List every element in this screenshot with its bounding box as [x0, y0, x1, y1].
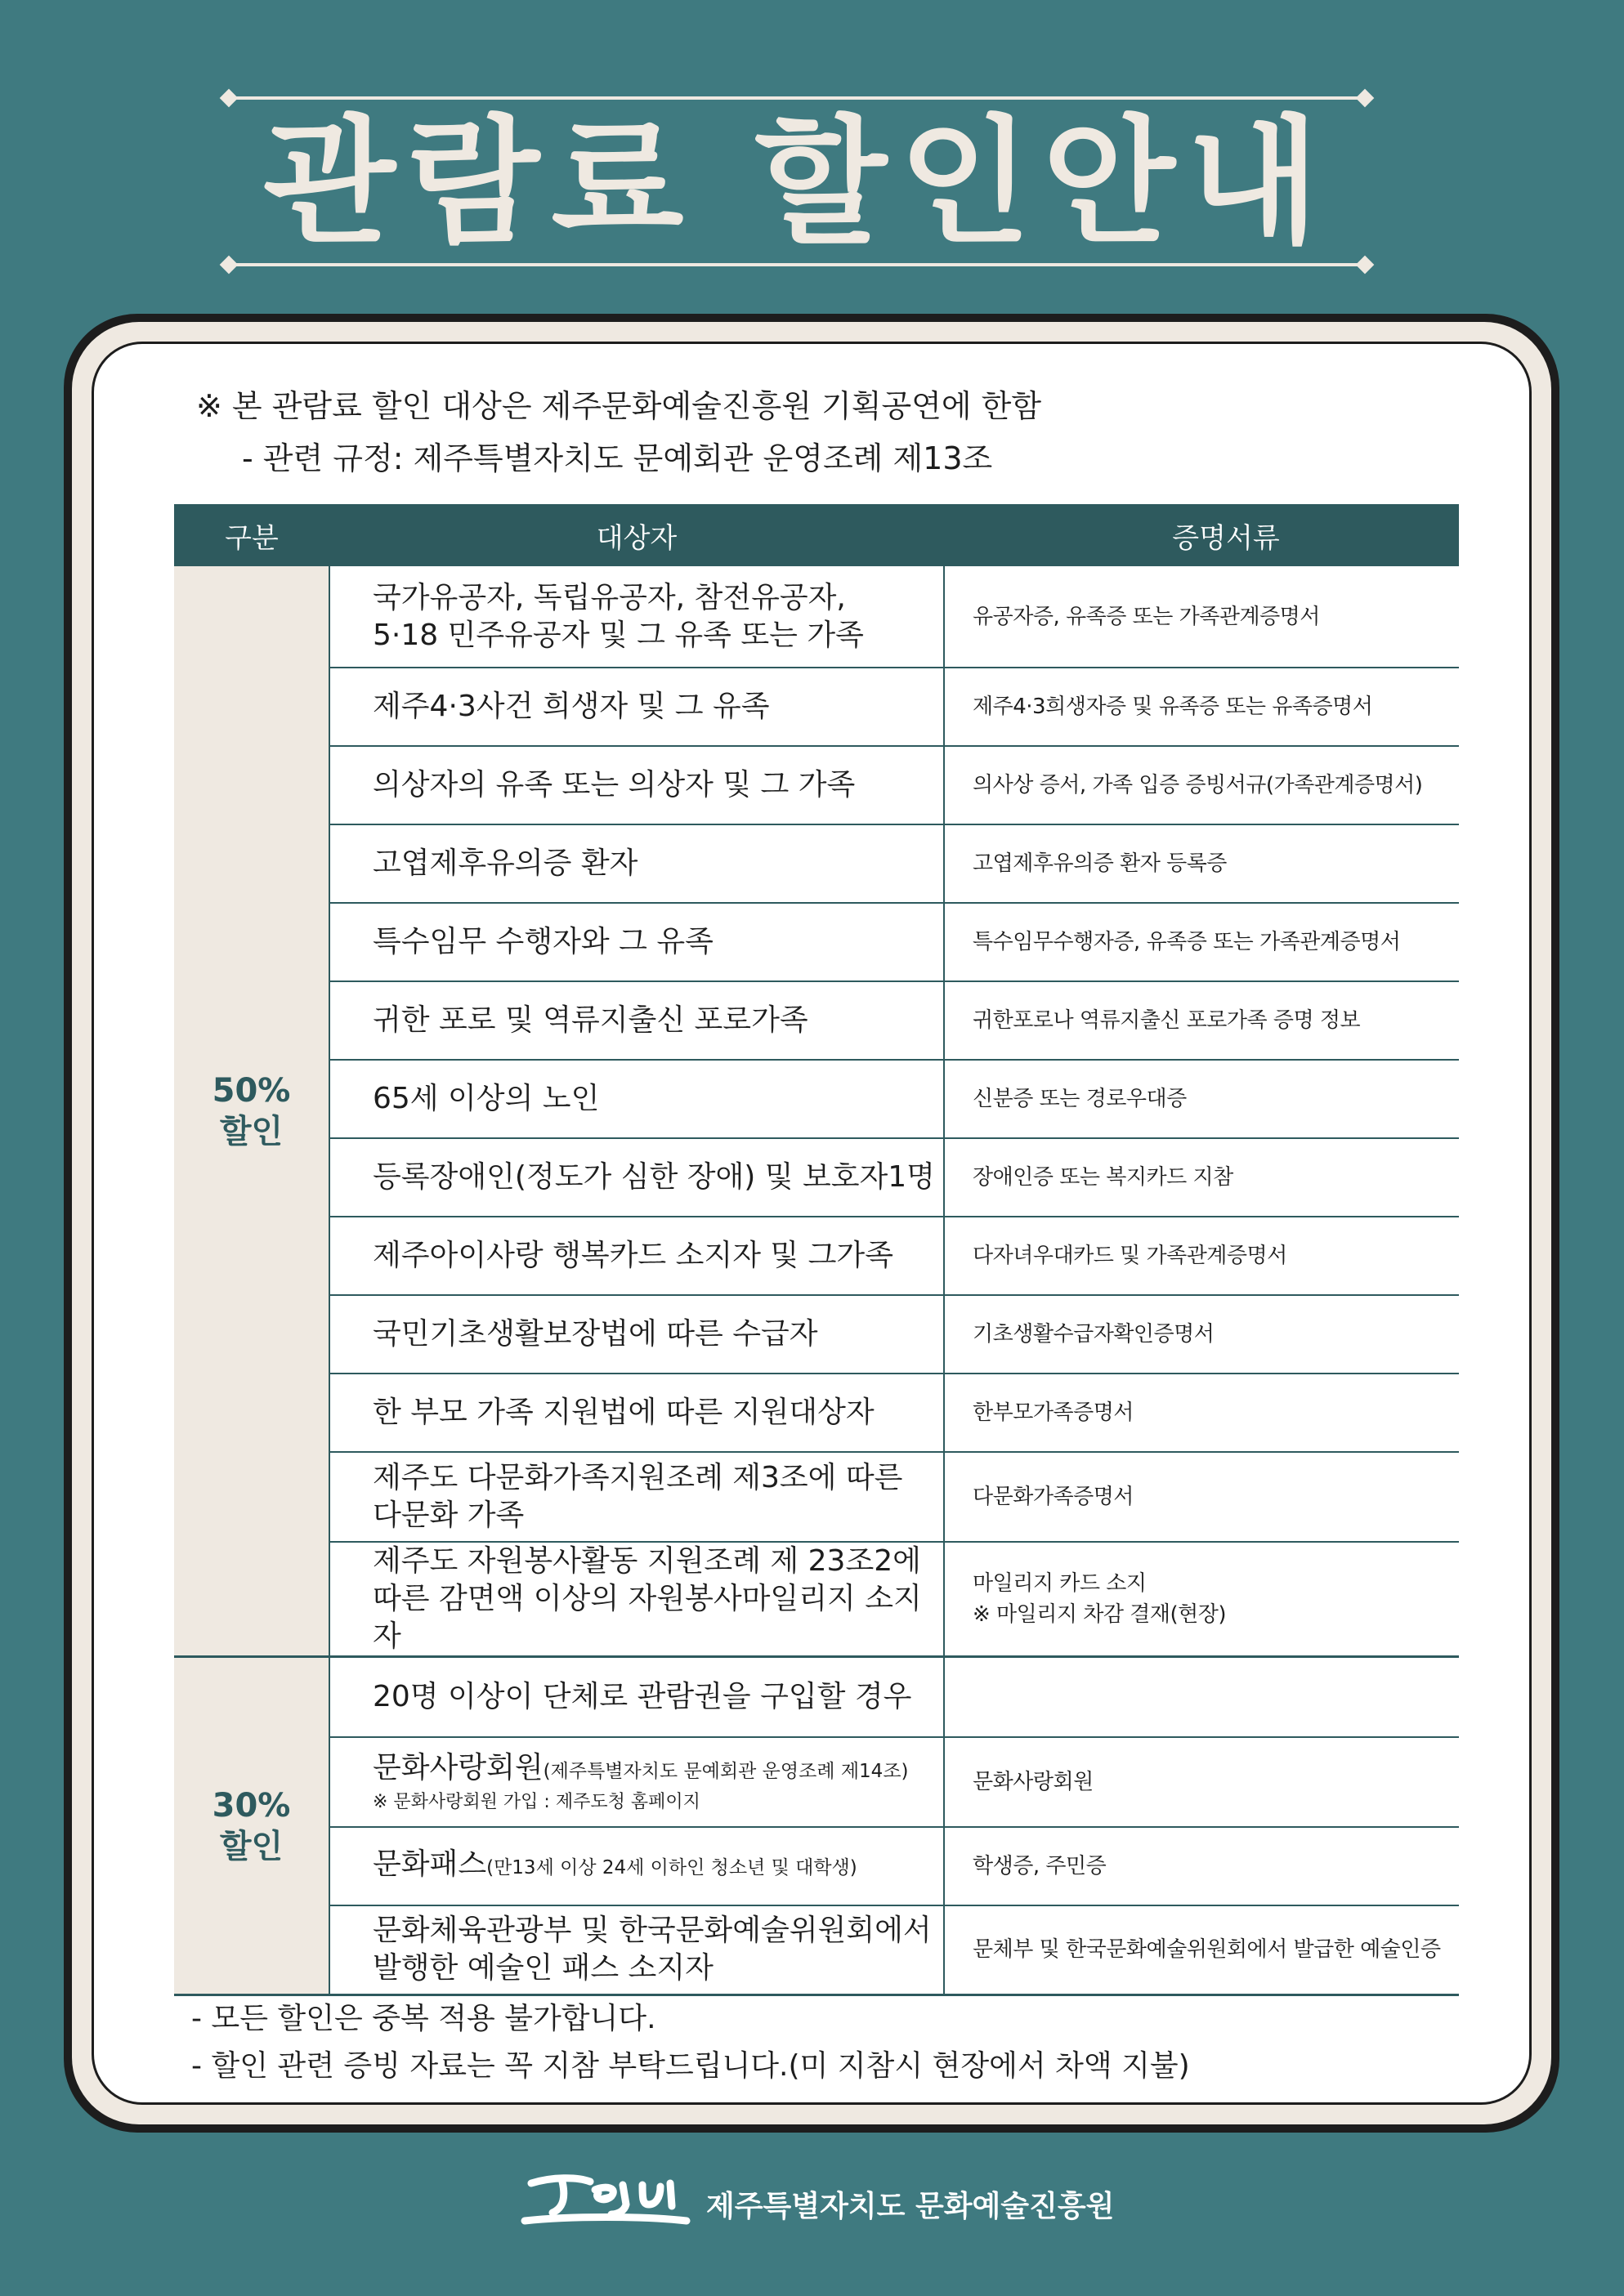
table-row [174, 668, 1459, 746]
table-row [174, 1295, 1459, 1374]
table-row [174, 981, 1459, 1060]
document-cell: 장애인증 또는 복지카드 지참 [944, 1138, 1459, 1217]
target-cell: 제주도 자원봉사활동 지원조례 제 23조2에 따른 감면액 이상의 자원봉사마일리지 소지자 [329, 1542, 944, 1657]
target-cell: 특수임무 수행자와 그 유족 [329, 903, 944, 981]
table-row [174, 746, 1459, 824]
target-cell: 의상자의 유족 또는 의상자 및 그 가족 [329, 746, 944, 824]
no-duplicate-note: - 모든 할인은 중복 적용 불가합니다. [191, 2002, 656, 2035]
target-cell: 제주4·3사건 희생자 및 그 유족 [329, 668, 944, 746]
category-50-percent: 50% 할인 [174, 566, 329, 1657]
table-row [174, 1060, 1459, 1138]
document-cell: 의사상 증서, 가족 입증 증빙서규(가족관계증명서) [944, 746, 1459, 824]
target-cell: 국민기초생활보장법에 따른 수급자 [329, 1295, 944, 1374]
table-row [174, 1217, 1459, 1295]
regulation-notice: - 관련 규정: 제주특별자치도 문예회관 운영조례 제13조 [242, 440, 993, 476]
table-header-row [174, 504, 1459, 566]
title-banner [222, 80, 1371, 276]
table-row [174, 566, 1459, 668]
header-documents: 증명서류 [944, 504, 1459, 566]
table-row [174, 1138, 1459, 1217]
document-cell: 문체부 및 한국문화예술위원회에서 발급한 예술인증 [944, 1905, 1459, 1995]
header-category: 구분 [174, 504, 329, 566]
target-cell: 문화체육관광부 및 한국문화예술위원회에서 발행한 예술인 패스 소지자 [329, 1905, 944, 1995]
target-cell: 문화사랑회원(제주특별자치도 문예회관 운영조례 제14조) ※ 문화사랑회원 가입 : 제주도청 홈페이지 [329, 1737, 944, 1827]
category-30-percent: 30% 할인 [174, 1657, 329, 1995]
target-cell: 고엽제후유의증 환자 [329, 824, 944, 903]
document-cell [944, 1657, 1459, 1737]
title-rule-top [235, 96, 1358, 100]
header-target: 대상자 [329, 504, 944, 566]
target-cell: 한 부모 가족 지원법에 따른 지원대상자 [329, 1374, 944, 1452]
document-cell: 특수임무수행자증, 유족증 또는 가족관계증명서 [944, 903, 1459, 981]
document-cell: 다자녀우대카드 및 가족관계증명서 [944, 1217, 1459, 1295]
table-row [174, 903, 1459, 981]
target-cell: 제주도 다문화가족지원조례 제3조에 따른 다문화 가족 [329, 1452, 944, 1542]
table-row [174, 1827, 1459, 1905]
table-row [174, 1657, 1459, 1737]
discount-table [174, 504, 1459, 1996]
table-row [174, 824, 1459, 903]
document-cell: 제주4·3희생자증 및 유족증 또는 유족증명서 [944, 668, 1459, 746]
jeju-logo-icon [520, 2169, 691, 2234]
table-row [174, 1905, 1459, 1995]
document-cell: 마일리지 카드 소지 ※ 마일리지 차감 결재(현장) [944, 1542, 1459, 1657]
title-rule-bottom [235, 263, 1358, 266]
organization-name: 제주특별자치도 문화예술진흥원 [706, 2190, 1115, 2223]
document-cell: 학생증, 주민증 [944, 1827, 1459, 1905]
table-row [174, 1374, 1459, 1452]
document-cell: 문화사랑회원 [944, 1737, 1459, 1827]
target-cell: 국가유공자, 독립유공자, 참전유공자, 5·18 민주유공자 및 그 유족 또는 가족 [329, 566, 944, 668]
table-row [174, 1737, 1459, 1827]
target-cell: 제주아이사랑 행복카드 소지자 및 그가족 [329, 1217, 944, 1295]
page-title: 관람료 할인안내 [262, 102, 1331, 262]
document-cell: 유공자증, 유족증 또는 가족관계증명서 [944, 566, 1459, 668]
document-cell: 신분증 또는 경로우대증 [944, 1060, 1459, 1138]
target-cell: 20명 이상이 단체로 관람권을 구입할 경우 [329, 1657, 944, 1737]
target-cell: 문화패스(만13세 이상 24세 이하인 청소년 및 대학생) [329, 1827, 944, 1905]
document-cell: 다문화가족증명서 [944, 1452, 1459, 1542]
table-row [174, 1452, 1459, 1542]
document-cell: 한부모가족증명서 [944, 1374, 1459, 1452]
document-cell: 귀한포로나 역류지출신 포로가족 증명 정보 [944, 981, 1459, 1060]
scope-notice: ※ 본 관람료 할인 대상은 제주문화예술진흥원 기획공연에 한함 [196, 388, 1042, 424]
target-cell: 귀한 포로 및 역류지출신 포로가족 [329, 981, 944, 1060]
target-cell: 등록장애인(정도가 심한 장애) 및 보호자1명 [329, 1138, 944, 1217]
document-cell: 고엽제후유의증 환자 등록증 [944, 824, 1459, 903]
document-cell: 기초생활수급자확인증명서 [944, 1295, 1459, 1374]
table-row [174, 1542, 1459, 1657]
target-cell: 65세 이상의 노인 [329, 1060, 944, 1138]
proof-document-note: - 할인 관련 증빙 자료는 꼭 지참 부탁드립니다.(미 지참시 현장에서 차액 지불) [191, 2049, 1190, 2083]
